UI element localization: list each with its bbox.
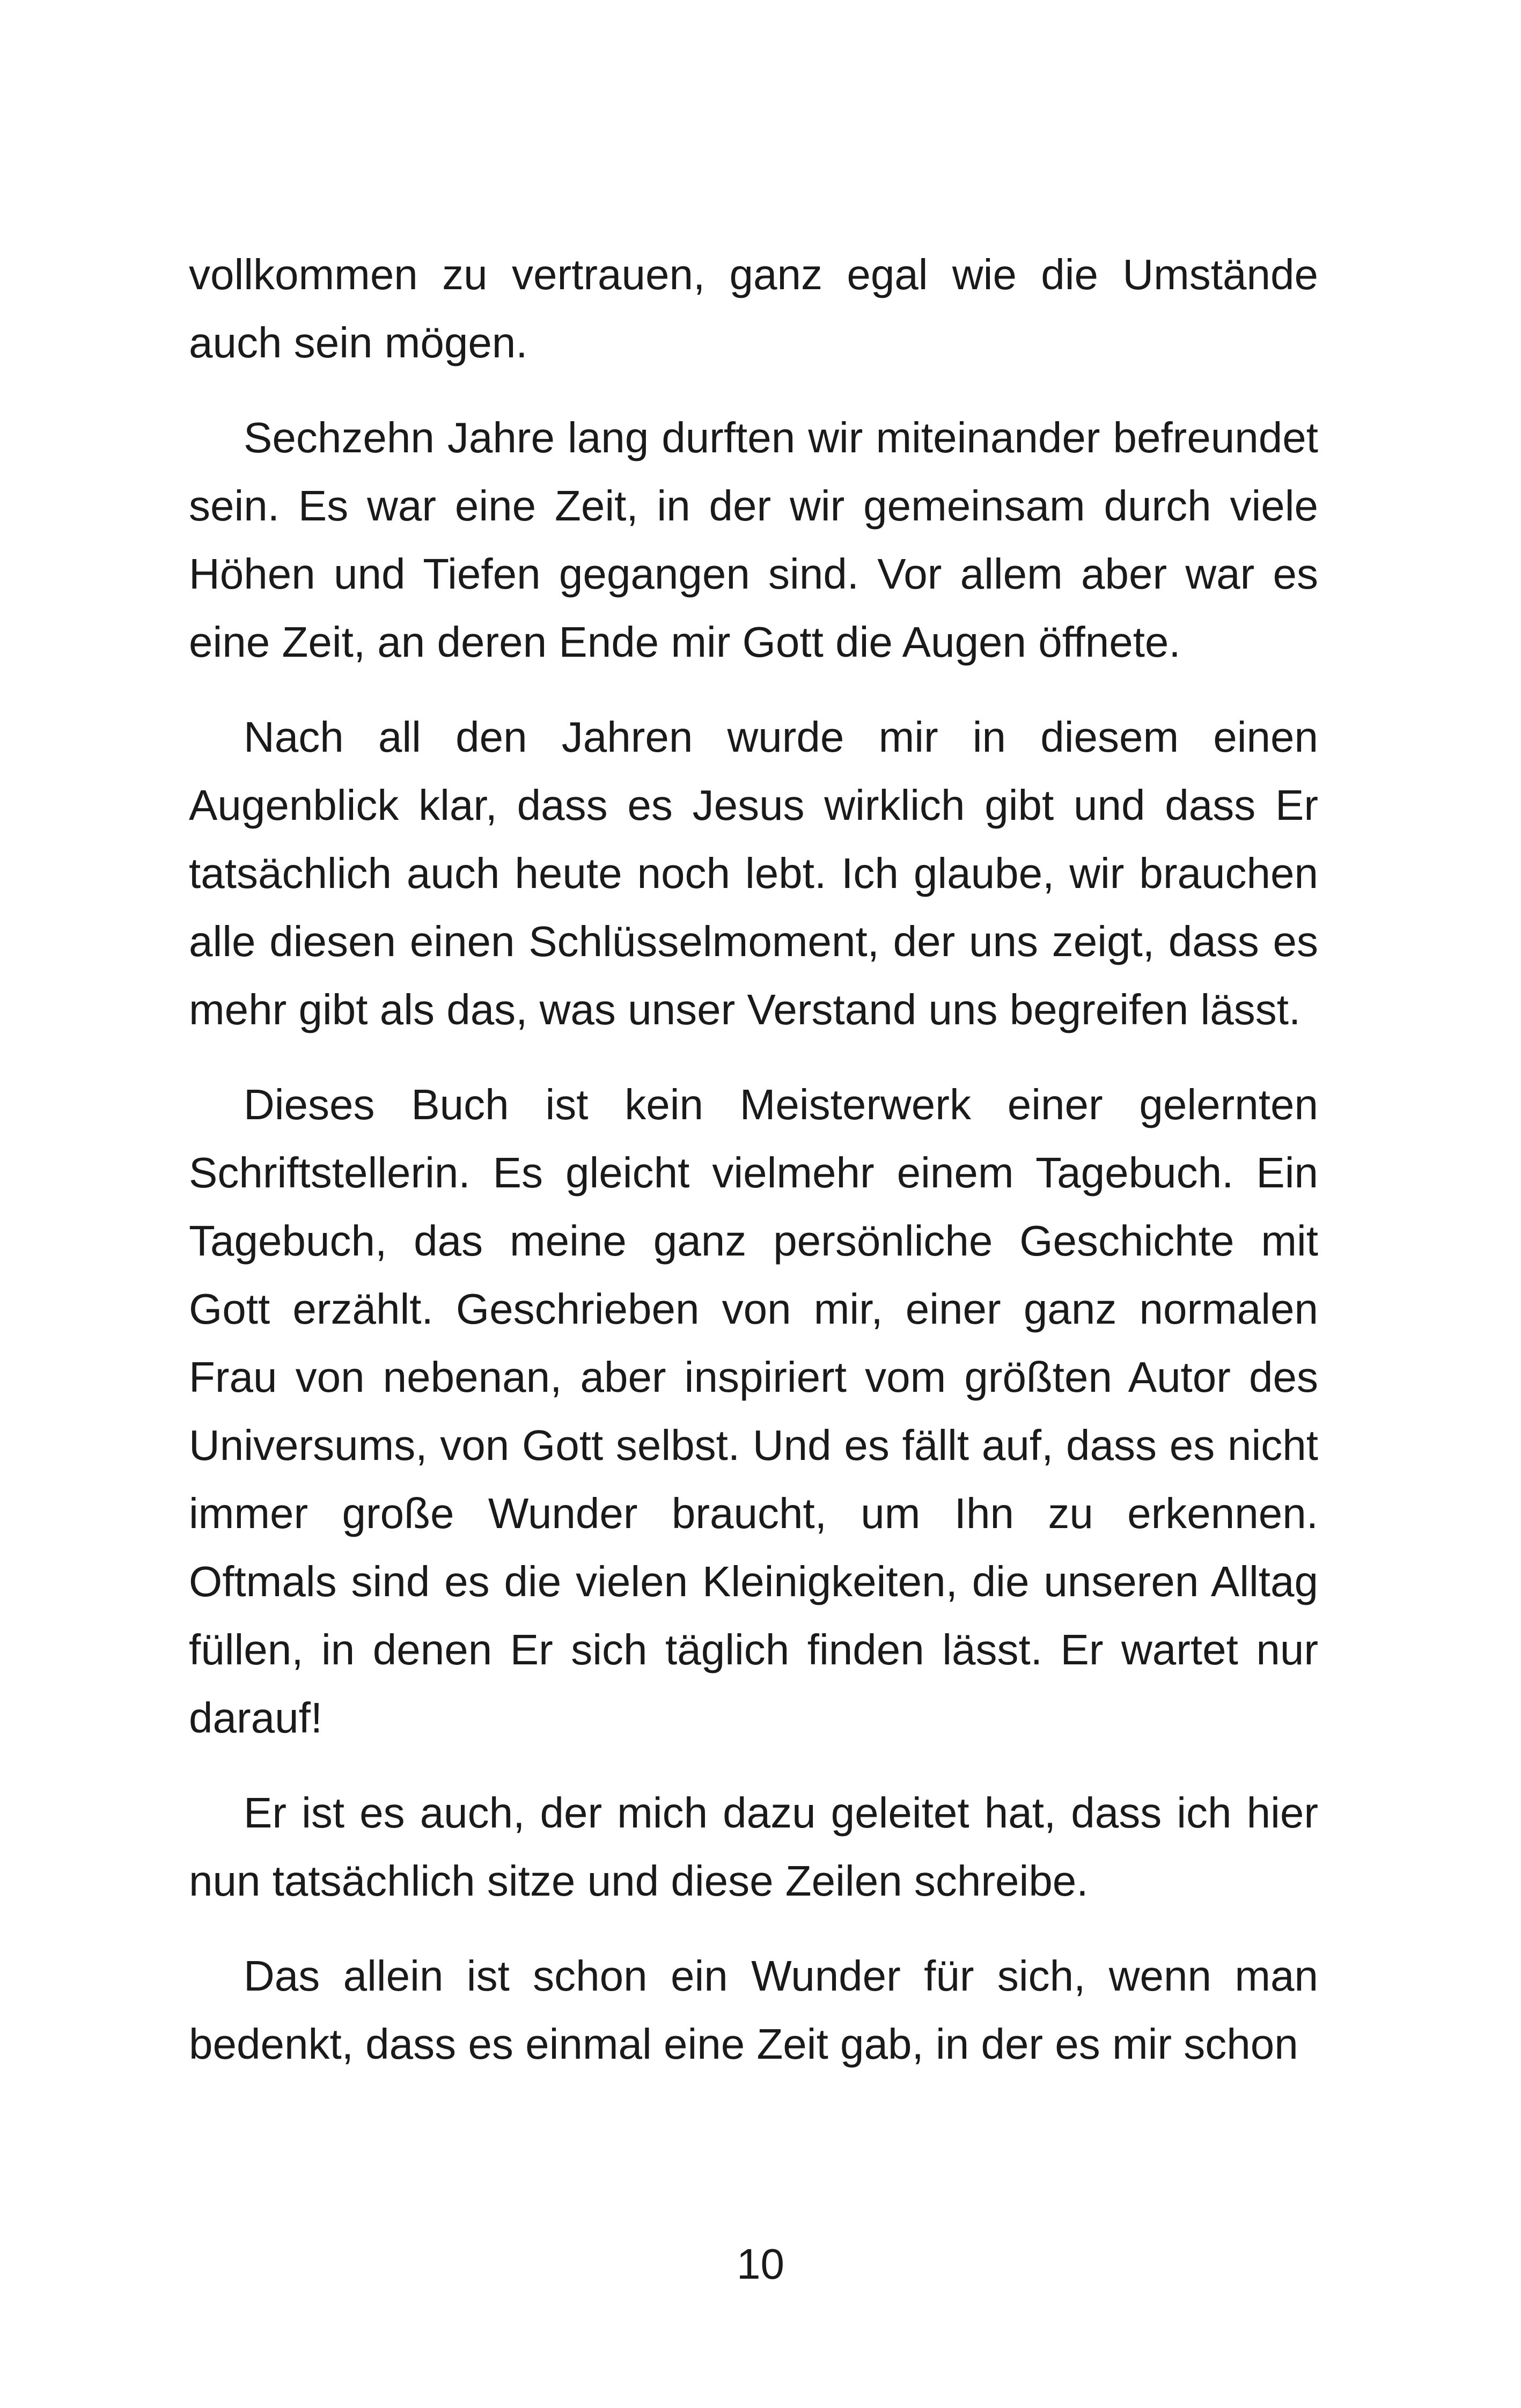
paragraph: Das allein ist schon ein Wunder für sich, wenn man bedenkt, dass es einmal eine Zeit gab, in der es mir schon (189, 1952, 1318, 2068)
paragraph-continuation: vollkommen zu vertrauen, ganz egal wie die Umstände auch sein mögen. (189, 251, 1318, 366)
paragraph: Er ist es auch, der mich dazu geleitet hat, dass ich hier nun tatsächlich sitze und diese Zeilen schreibe. (189, 1789, 1318, 1905)
paragraph: Sechzehn Jahre lang durften wir miteinander befreundet sein. Es war eine Zeit, in der wir gemeinsam durch viele Höhen und Tiefen gegangen sind. Vor allem aber war es eine Zeit, an deren Ende mir Gott die Augen öffnete. (189, 414, 1318, 666)
page-number: 10 (737, 2240, 784, 2288)
paragraph: Dieses Buch ist kein Meisterwerk einer gelernten Schriftstellerin. Es gleicht vielmehr einem Tagebuch. Ein Tagebuch, das meine ganz persönliche Geschichte mit Gott erzählt. Geschrieben von mir, einer ganz normalen Frau von nebenan, aber inspiriert vom größten Autor des Universums, von Gott selbst. Und es fällt auf, dass es nicht immer große Wunder braucht, um Ihn zu erkennen. Oftmals sind es die vielen Kleinigkeiten, die unseren Alltag füllen, in denen Er sich täglich finden lässt. Er wartet nur darauf! (189, 1081, 1318, 1742)
paragraph: Nach all den Jahren wurde mir in diesem einen Augenblick klar, dass es Jesus wirklich gibt und dass Er tatsächlich auch heute noch lebt. Ich glaube, wir brauchen alle diesen einen Schlüsselmoment, der uns zeigt, dass es mehr gibt als das, was unser Verstand uns begreifen lässt. (189, 713, 1318, 1033)
body-text (189, 240, 1318, 2105)
